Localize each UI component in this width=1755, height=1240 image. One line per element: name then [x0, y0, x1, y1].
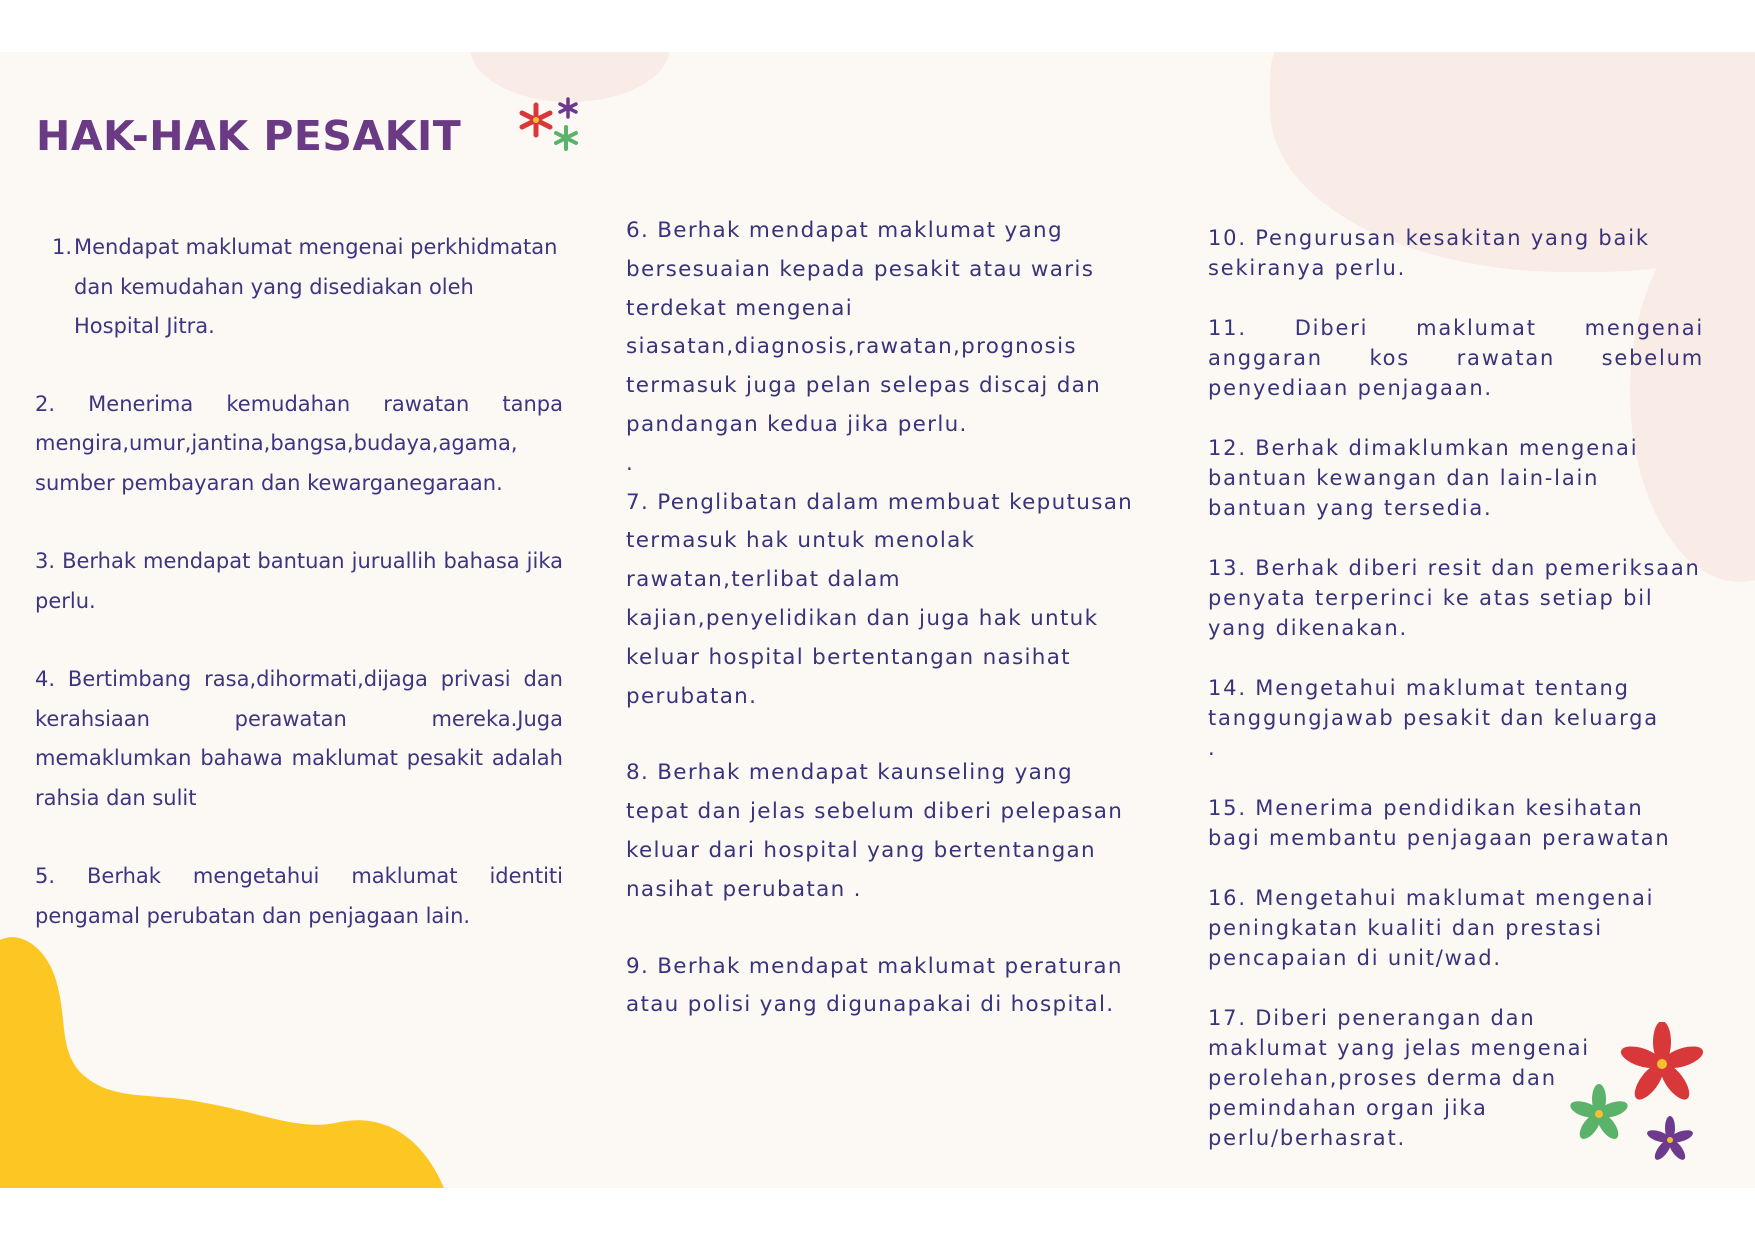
right-text: Mendapat maklumat mengenai perkhidmatan dan kemudahan yang disediakan oleh Hospital Jitra. [74, 235, 558, 338]
right-item-11 [1208, 313, 1704, 403]
right-number: 1. [52, 235, 73, 259]
right-item-10: 10. Pengurusan kesakitan yang baik sekiranya perlu. [1208, 226, 1650, 280]
right-trailing-dot: . [626, 450, 635, 476]
right-text: 6. Berhak mendapat maklumat yang bersesuaian kepada pesakit atau waris terdekat mengenai siasatan,diagnosis,rawatan,prognosis termasuk juga pelan selepas discaj dan pandangan kedua jika perlu. [626, 218, 1102, 437]
right-item-5: 5. Berhak mengetahui maklumat identiti pengamal perubatan dan penjagaan lain. [35, 864, 563, 928]
right-item-12: 12. Berhak dimaklumkan mengenai bantuan kewangan dan lain-lain bantuan yang tersedia. [1208, 436, 1639, 520]
right-text: 14. Mengetahui maklumat tentang tanggungjawab pesakit dan keluarga [1208, 676, 1659, 730]
right-item-13: 13. Berhak diberi resit dan pemeriksaan penyata terperinci ke atas setiap bil yang dikenakan. [1208, 556, 1701, 640]
right-item-9: 9. Berhak mendapat maklumat peraturan atau polisi yang digunapakai di hospital. [626, 953, 1123, 1018]
right-item-17: 17. Diberi penerangan dan maklumat yang jelas mengenai perolehan,proses derma dan pemindahan organ jika perlu/berhasrat. [1208, 1006, 1590, 1150]
right-item-1 [35, 228, 563, 347]
right-item-2: 2. Menerima kemudahan rawatan tanpa mengira,umur,jantina,bangsa,budaya,agama, sumber pembayaran dan kewarganegaraan. [35, 391, 563, 495]
rights-column-2 [626, 212, 1136, 1063]
right-item-4: 4. Bertimbang rasa,dihormati,dijaga privasi dan kerahsiaan perawatan mereka.Juga memaklumkan bahawa maklumat pesakit adalah rahsia dan sulit [35, 667, 563, 810]
page-title: HAK-HAK PESAKIT [36, 112, 462, 160]
right-item-3: 3. Berhak mendapat bantuan juruallih bahasa jika perlu. [35, 549, 563, 613]
right-text-tail: penyediaan penjagaan. [1208, 376, 1493, 400]
poster-page [0, 52, 1755, 1188]
right-item-6 [626, 212, 1136, 484]
flower-cluster-icon [514, 94, 586, 162]
rights-column-1 [35, 228, 563, 975]
right-item-8: 8. Berhak mendapat kaunseling yang tepat dan jelas sebelum diberi pelepasan keluar dari hospital yang bertentangan nasihat perubatan . [626, 760, 1124, 902]
right-text: 11. Diberi maklumat mengenai anggaran kos rawatan sebelum [1208, 316, 1704, 370]
right-trailing-dot: . [1208, 736, 1217, 760]
flower-cluster-icon [1565, 1022, 1725, 1167]
right-item-16: 16. Mengetahui maklumat mengenai peningkatan kualiti dan prestasi pencapaian di unit/wad. [1208, 886, 1655, 970]
right-item-14 [1208, 673, 1704, 763]
right-item-15: 15. Menerima pendidikan kesihatan bagi membantu penjagaan perawatan [1208, 796, 1671, 850]
right-item-7: 7. Penglibatan dalam membuat keputusan termasuk hak untuk menolak rawatan,terlibat dalam kajian,penyelidikan dan juga hak untuk keluar hospital bertentangan nasihat perubatan. [626, 489, 1134, 709]
